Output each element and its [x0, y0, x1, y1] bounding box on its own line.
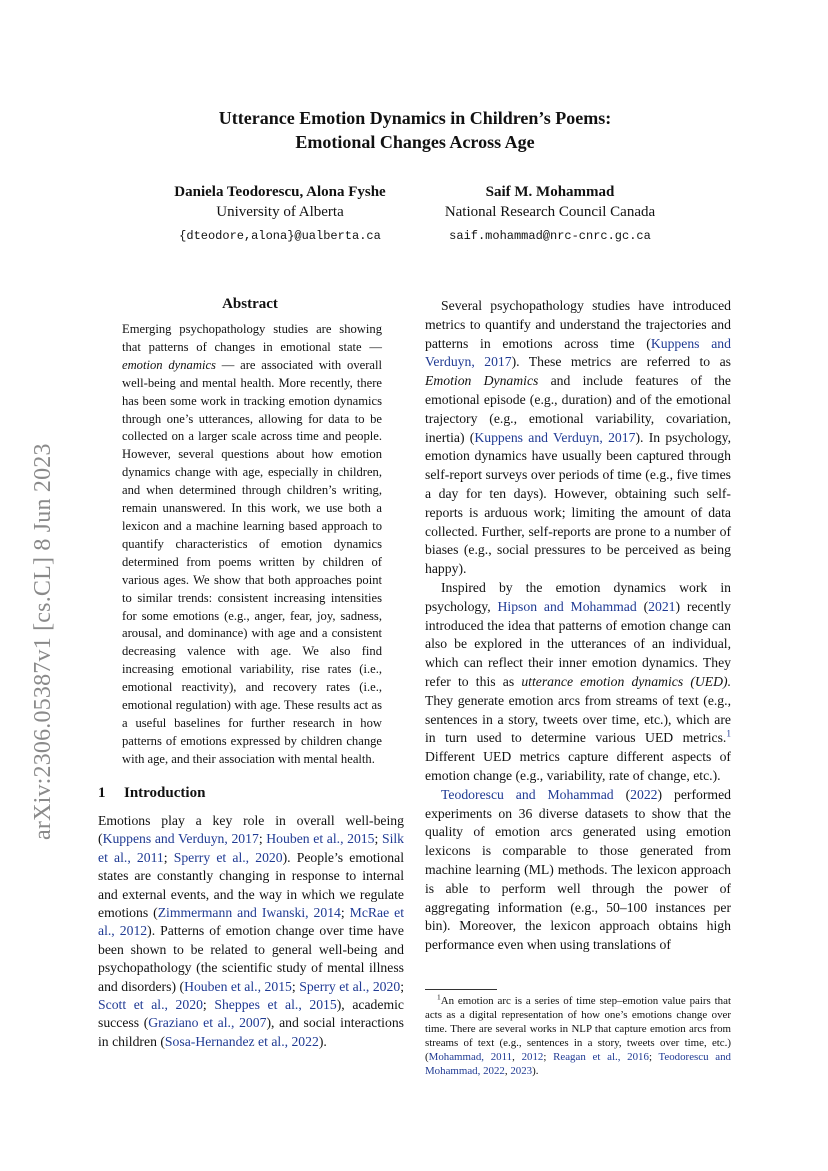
- citation-link[interactable]: Mohammad, 2011: [428, 1051, 513, 1063]
- footnote-text: ).: [532, 1065, 539, 1077]
- footnote: [425, 994, 731, 1078]
- body-text: ). In psychology, emotion dynamics have usually been captured through self-report surveys over periods of time (e.g., five times a day for ten days). However, obtaining such self-reports is arduous work; limiting the amount of data collected. Further, self-reports are prone to a number of biases (e.g., social pressures to be perceived as being happy).: [425, 429, 732, 577]
- body-text: ). Patterns of emotion change over time have been shown to be related to general well-being and psychopathology (the scientific study of mental illness and disorders) (: [98, 923, 404, 994]
- footnote-text: ;: [648, 1051, 659, 1063]
- citation-link[interactable]: Sperry et al., 2020: [299, 978, 401, 994]
- author-affiliation: University of Alberta: [216, 204, 344, 220]
- title-line-1: Utterance Emotion Dynamics in Children’s Poems:: [218, 108, 612, 128]
- citation-link[interactable]: 2021: [648, 598, 676, 614]
- abstract-text: Emerging psychopathology studies are showing that patterns of changes in emotional state —: [122, 322, 382, 354]
- abstract-emphasis: emotion dynamics: [122, 357, 216, 372]
- body-text: ), and social interactions in children (: [98, 1015, 404, 1049]
- author-block-2: [395, 182, 705, 246]
- footnote-text: An emotion arc is a series of time step–emotion value pairs that acts as a digital representation of how one’s emotions change over time. There are several works in NLP that capture emotion arcs from streams of text (e.g., sentences in a story, tweets over time, etc.) (: [425, 995, 731, 1063]
- footnote-mark: 1: [437, 992, 441, 1002]
- footnote-text: ,: [512, 1051, 522, 1063]
- arxiv-id: arXiv:2306.05387v1 [cs.CL] 8 Jun 2023: [30, 443, 56, 840]
- body-text: (: [613, 786, 631, 802]
- citation-link[interactable]: Kuppens and Verduyn, 2017: [474, 429, 636, 445]
- citation-link[interactable]: Hipson and Mohammad: [497, 598, 637, 614]
- citation-link[interactable]: Sheppes et al., 2015: [214, 997, 337, 1013]
- body-text: and include features of the emotional episode (e.g., duration) and of the emotional trajectory (e.g., emotional variability, covariation, inertia) (: [425, 373, 731, 445]
- body-text: ).: [318, 1033, 327, 1049]
- body-text: ;: [400, 978, 405, 994]
- body-text: ;: [163, 849, 174, 865]
- citation-link[interactable]: Kuppens and Verduyn, 2017: [425, 335, 731, 370]
- section-title: Introduction: [124, 785, 206, 801]
- author-names: Saif M. Mohammad: [485, 184, 615, 200]
- body-text: ;: [340, 905, 350, 921]
- citation-link[interactable]: Zimmermann and Iwanski, 2014: [157, 905, 341, 921]
- citation-link[interactable]: Houben et al., 2015: [266, 831, 375, 847]
- introduction-paragraph: [98, 812, 404, 1051]
- body-text: Emotions play a key role in overall well-being (: [98, 813, 404, 847]
- author-affiliation: National Research Council Canada: [444, 204, 656, 220]
- emphasis-text: Emotion Dynamics: [425, 373, 539, 389]
- body-text: Inspired by the emotion dynamics work in psychology,: [425, 579, 731, 614]
- emphasis-text: utterance emotion dynamics (UED).: [521, 673, 731, 689]
- paragraph: [425, 579, 731, 786]
- citation-link[interactable]: 2012: [521, 1051, 544, 1063]
- body-text: ) recently introduced the idea that patterns of emotion change can also be explored in the utterances of an individual, which can reflect their inner emotion dynamics. They refer to this as: [425, 598, 731, 689]
- citation-link[interactable]: Teodorescu and Mohammad, 2022: [425, 1051, 731, 1077]
- body-text: ) performed experiments on 36 diverse datasets to show that the quality of emotion arcs generated using emotion lexicons is comparable to those generated from machine learning (ML) methods. The lexicon approach is able to perform well through the power of aggregating information (e.g., 50–100 instances per bin). Moreover, the lexicon approach obtains high performance even when using translations of: [425, 786, 731, 953]
- abstract-heading: Abstract: [222, 296, 278, 312]
- citation-link[interactable]: Silk et al., 2011: [98, 831, 405, 865]
- body-text: ), academic success (: [98, 997, 404, 1031]
- paragraph: [425, 297, 731, 579]
- author-email: {dteodore,alona}@ualberta.ca: [179, 229, 381, 243]
- author-email: saif.mohammad@nrc-cnrc.gc.ca: [449, 229, 651, 243]
- body-text: Several psychopathology studies have introduced metrics to quantify and understand the trajectories and patterns in emotions across time (: [425, 298, 731, 351]
- footnote-rule: [425, 989, 497, 990]
- footnote-marker[interactable]: 1: [726, 729, 731, 740]
- author-block-1: [130, 182, 430, 246]
- body-text: ;: [374, 831, 382, 847]
- citation-link[interactable]: Graziano et al., 2007: [148, 1015, 267, 1031]
- citation-link[interactable]: Sosa-Hernandez et al., 2022: [164, 1033, 319, 1049]
- body-text: They generate emotion arcs from streams of text (e.g., sentences in a story, tweets over time, etc.), which are in turn used to determine various UED metrics.: [425, 692, 731, 746]
- citation-link[interactable]: Teodorescu and Mohammad: [441, 786, 614, 802]
- citation-link[interactable]: Reagan et al., 2016: [553, 1051, 649, 1063]
- paragraph: [425, 786, 731, 955]
- body-text: ;: [258, 831, 267, 847]
- body-text: (: [636, 598, 649, 614]
- right-column-body: [425, 297, 731, 955]
- body-text: ). People’s emotional states are constantly changing in response to internal and external events, and the way in which we regulate emotions (: [98, 849, 405, 921]
- citation-link[interactable]: Houben et al., 2015: [184, 978, 292, 994]
- title-line-2: Emotional Changes Across Age: [295, 132, 535, 152]
- citation-link[interactable]: 2023: [510, 1065, 533, 1077]
- paper-title: [100, 106, 730, 154]
- citation-link[interactable]: 2022: [630, 786, 658, 802]
- citation-link[interactable]: McRae et al., 2012: [98, 905, 404, 939]
- footnote-text: ;: [543, 1051, 554, 1063]
- body-text: ). These metrics are referred to as: [511, 354, 731, 370]
- section-number: 1: [98, 785, 106, 801]
- abstract-body: [122, 321, 382, 769]
- body-text: ;: [202, 997, 215, 1013]
- abstract-text: — are associated with overall well-being and mental health. More recently, there has been some work in tracking emotion dynamics through one’s utterances, allowing for data to be collected on a larger scale across time and people. However, several questions about how emotion dynamics change with age, especially in children, and when determined through children’s writing, remain unanswered. In this work, we use both a lexicon and a machine learning based approach to quantify characteristics of emotion dynamics determined from poems written by children of various ages. We show that both approaches point to similar trends: consistent increasing intensities for some emotions (e.g., anger, fear, joy, sadness, arousal, and dominance) with age and a consistent decreasing valence with age. We also find increasing emotional variability, rise rates (i.e., emotional reactivity), and recovery rates (i.e., emotional regulation) with age. These results act as a useful baselines for further research in how patterns of emotions expressed by children change with age, and their association with mental health.: [122, 357, 382, 766]
- citation-link[interactable]: Kuppens and Verduyn, 2017: [102, 831, 259, 847]
- arxiv-sidebar-stamp: [22, 380, 62, 840]
- body-text: ;: [291, 978, 300, 994]
- body-text: Different UED metrics capture different aspects of emotion change (e.g., variability, rate of change, etc.).: [425, 749, 731, 783]
- section-heading-introduction: [98, 785, 398, 802]
- author-names: Daniela Teodorescu, Alona Fyshe: [174, 184, 386, 200]
- citation-link[interactable]: Sperry et al., 2020: [173, 849, 283, 865]
- footnote-text: ,: [504, 1065, 511, 1077]
- citation-link[interactable]: Scott et al., 2020: [98, 997, 203, 1013]
